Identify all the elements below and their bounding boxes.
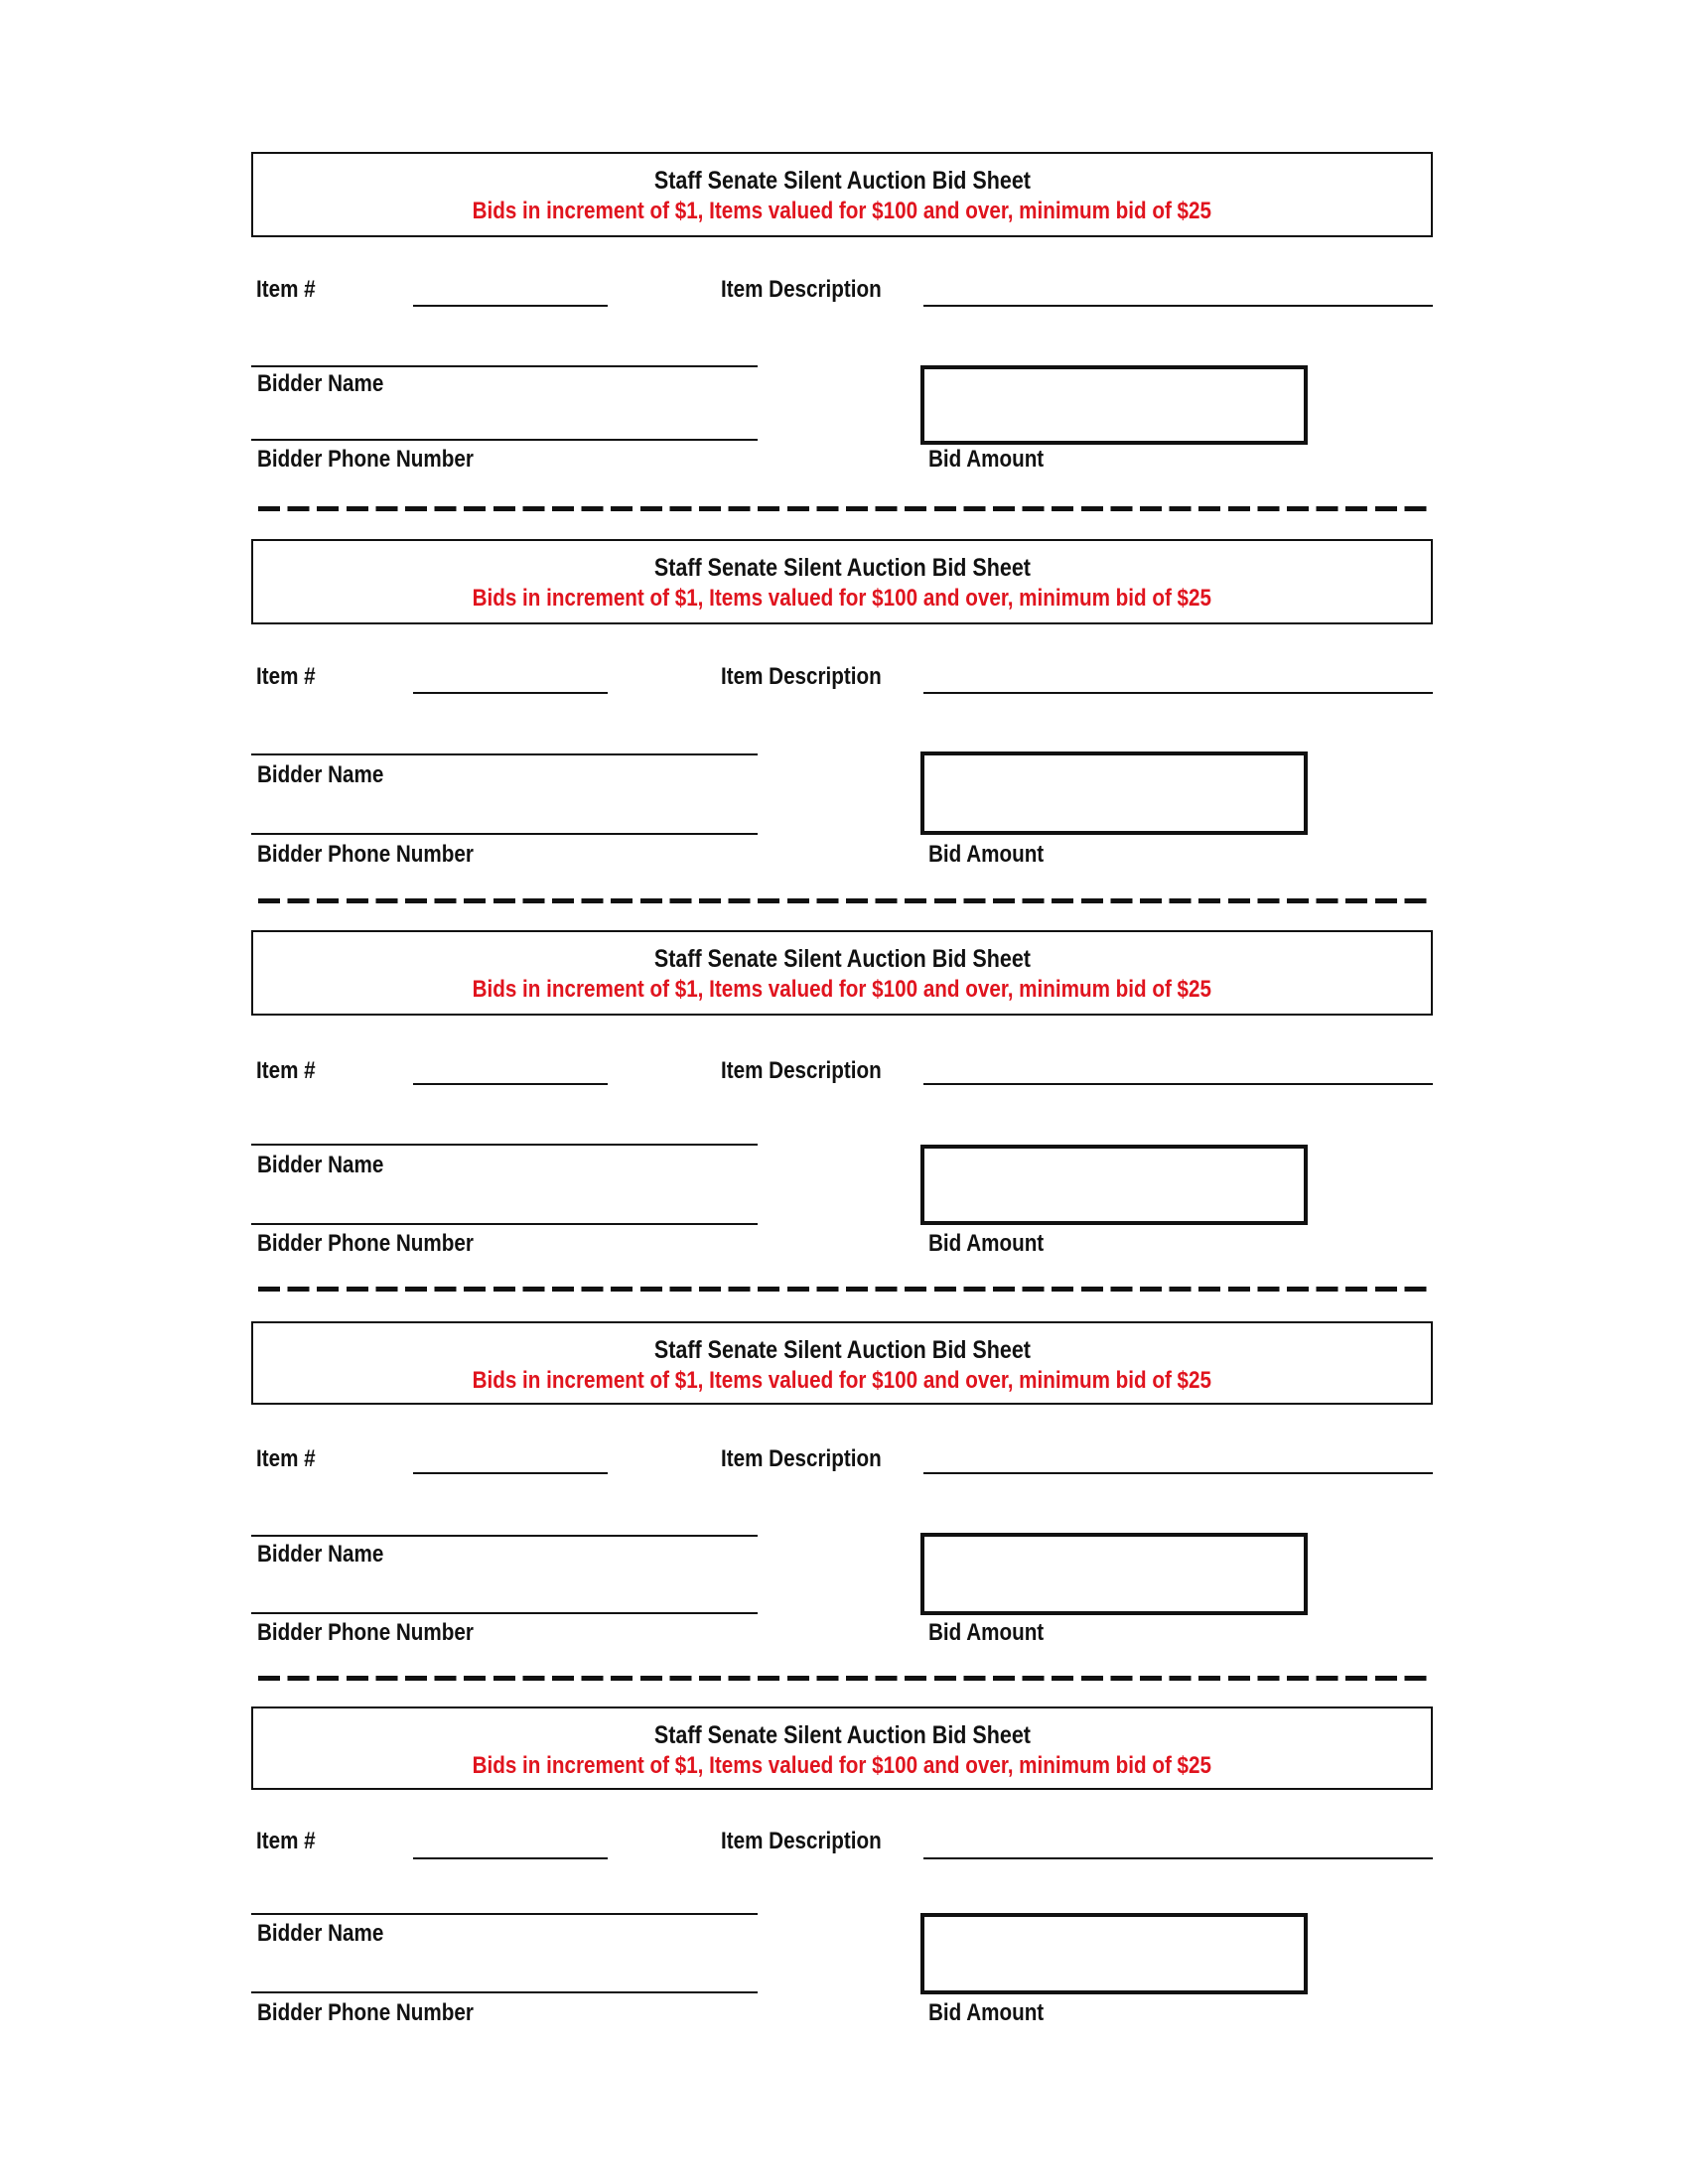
sheet-title [253,169,1431,194]
bidder-name-field[interactable] [251,753,758,755]
sheet-header-box [251,930,1433,1016]
item-description-field[interactable] [923,1857,1433,1859]
bid-sheet-5 [0,1706,1688,2094]
bid-amount-box[interactable] [920,751,1308,835]
item-number-label: Item # [256,276,316,303]
bidder-phone-field[interactable] [251,439,758,441]
sheet-header-box [251,539,1433,624]
bidder-phone-field[interactable] [251,1223,758,1225]
bid-amount-box[interactable] [920,1913,1308,1994]
item-number-label: Item # [256,663,316,690]
bidder-name-label: Bidder Name [257,1152,384,1178]
sheet-title-text: Staff Senate Silent Auction Bid Sheet [653,554,1031,582]
bidder-phone-label: Bidder Phone Number [257,446,474,473]
item-number-label: Item # [256,1828,316,1854]
item-number-label: Item # [256,1057,316,1084]
item-description-label: Item Description [721,1057,882,1084]
sheet-rules-text: Bids in increment of $1, Items valued for $100 and over, minimum bid of $25 [472,976,1212,1003]
item-number-field[interactable] [413,692,608,694]
sheet-rules-subtitle [253,587,1431,611]
item-description-field[interactable] [923,1083,1433,1085]
bid-sheet-2 [0,539,1688,926]
bid-amount-label: Bid Amount [928,841,1045,868]
bidder-phone-field[interactable] [251,1991,758,1993]
sheet-header-box [251,152,1433,237]
item-description-label: Item Description [721,663,882,690]
sheet-title-text: Staff Senate Silent Auction Bid Sheet [653,1336,1031,1364]
item-description-label: Item Description [721,1828,882,1854]
bid-amount-box[interactable] [920,1533,1308,1615]
bidder-name-label: Bidder Name [257,761,384,788]
bid-sheet-4 [0,1321,1688,1708]
bidder-name-label: Bidder Name [257,1920,384,1947]
bid-amount-label: Bid Amount [928,446,1045,473]
item-description-field[interactable] [923,692,1433,694]
sheet-rules-text: Bids in increment of $1, Items valued for $100 and over, minimum bid of $25 [472,198,1212,224]
sheet-title [253,556,1431,581]
bidder-phone-field[interactable] [251,1612,758,1614]
cut-line-separator [258,506,1433,511]
bidder-phone-label: Bidder Phone Number [257,1999,474,2026]
sheet-title [253,1338,1431,1363]
sheet-rules-subtitle [253,1754,1431,1778]
sheet-title-text: Staff Senate Silent Auction Bid Sheet [653,1721,1031,1749]
sheet-title-text: Staff Senate Silent Auction Bid Sheet [653,945,1031,973]
sheet-title [253,1723,1431,1748]
sheet-rules-text: Bids in increment of $1, Items valued for $100 and over, minimum bid of $25 [472,1752,1212,1779]
item-description-label: Item Description [721,276,882,303]
sheet-rules-text: Bids in increment of $1, Items valued for $100 and over, minimum bid of $25 [472,1367,1212,1394]
bidder-phone-field[interactable] [251,833,758,835]
item-number-field[interactable] [413,1857,608,1859]
bidder-name-field[interactable] [251,1535,758,1537]
item-number-label: Item # [256,1445,316,1472]
item-number-field[interactable] [413,1083,608,1085]
item-number-field[interactable] [413,305,608,307]
cut-line-separator [258,1676,1433,1681]
sheet-rules-subtitle [253,978,1431,1002]
bid-amount-label: Bid Amount [928,1230,1045,1257]
bidder-phone-label: Bidder Phone Number [257,841,474,868]
bid-sheet-1 [0,152,1688,539]
item-description-field[interactable] [923,1472,1433,1474]
bidder-phone-label: Bidder Phone Number [257,1230,474,1257]
bid-amount-label: Bid Amount [928,1999,1045,2026]
bid-amount-label: Bid Amount [928,1619,1045,1646]
cut-line-separator [258,898,1433,903]
bid-amount-box[interactable] [920,365,1308,445]
sheet-title-text: Staff Senate Silent Auction Bid Sheet [653,167,1031,195]
sheet-rules-subtitle [253,200,1431,223]
bid-amount-box[interactable] [920,1145,1308,1225]
bid-sheet-3 [0,930,1688,1317]
cut-line-separator [258,1287,1433,1292]
bidder-name-label: Bidder Name [257,370,384,397]
sheet-header-box [251,1706,1433,1790]
bidder-name-field[interactable] [251,1913,758,1915]
sheet-title [253,947,1431,972]
sheet-rules-text: Bids in increment of $1, Items valued for $100 and over, minimum bid of $25 [472,585,1212,612]
bidder-name-label: Bidder Name [257,1541,384,1568]
bidder-name-field[interactable] [251,365,758,367]
item-description-field[interactable] [923,305,1433,307]
bidder-phone-label: Bidder Phone Number [257,1619,474,1646]
sheet-rules-subtitle [253,1369,1431,1393]
sheet-header-box [251,1321,1433,1405]
bidder-name-field[interactable] [251,1144,758,1146]
item-number-field[interactable] [413,1472,608,1474]
item-description-label: Item Description [721,1445,882,1472]
